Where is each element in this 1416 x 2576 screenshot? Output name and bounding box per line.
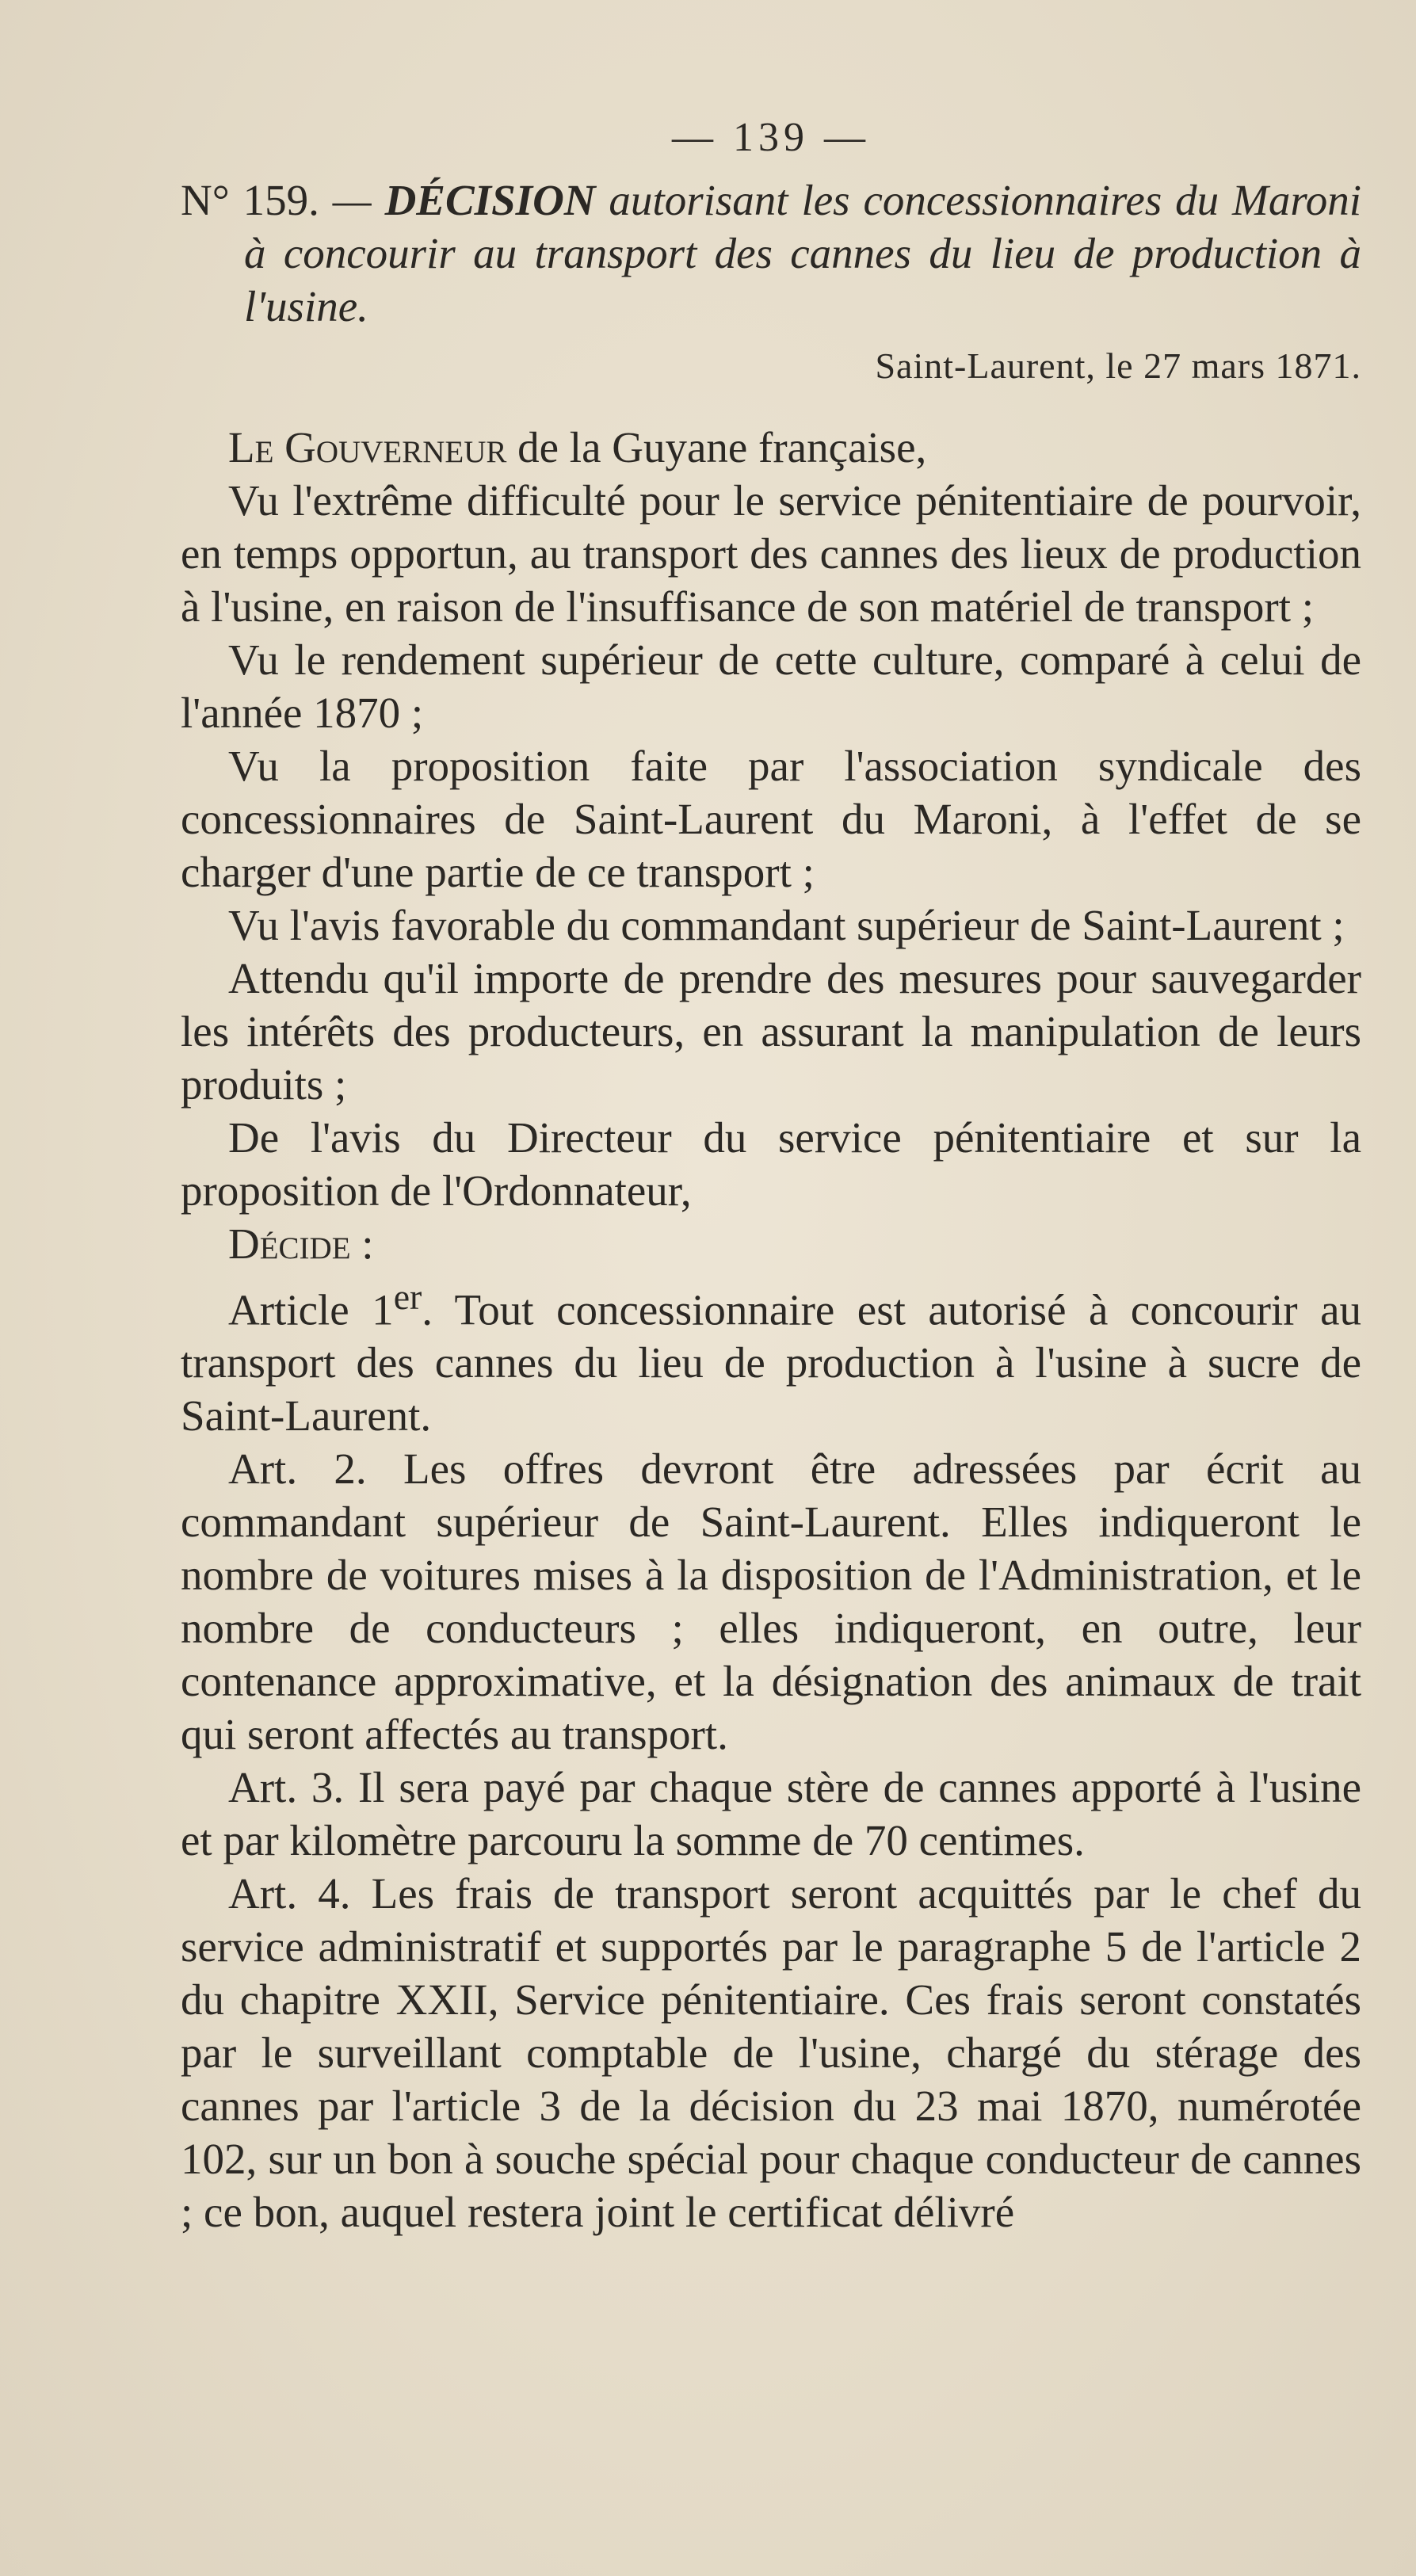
consideration-paragraph: De l'avis du Directeur du service pénitentiaire et sur la proposition de l'Ordonnateur, [181,1113,1361,1215]
consideration-paragraph: Vu l'extrême difficulté pour le service pénitentiaire de pourvoir, en temps opportun, au transport des cannes des lieux de production à l'usine, en raison de l'insuffisance de son matériel de transport ; [181,476,1361,631]
dateline: Saint-Laurent, le 27 mars 1871. [875,345,1361,386]
article-2: Art. 2. Les offres devront être adressées par écrit au commandant supérieur de Saint-Laurent. Elles indiqueront le nombre de voitures mises à la disposition de l'Administration, et le nombre de conducteurs ; elles indiqueront, en outre, leur contenance approximative, et la désignation des animaux de trait qui seront affectés au transport. [181,1444,1361,1759]
consideration-paragraph: Attendu qu'il importe de prendre des mesures pour sauvegarder les intérêts des producteurs, en assurant la manipulation de leurs produits ; [181,954,1361,1109]
decide-heading: Décide : [228,1219,374,1268]
article-1-superscript: er [393,1277,422,1317]
article-1-text: . Tout concessionnaire est autorisé à concourir au transport des cannes du lieu de production à l'usine à sucre de Saint-Laurent. [181,1285,1361,1441]
article-4: Art. 4. Les frais de transport seront acquittés par le chef du service administratif et supportés par le paragraphe 5 de l'article 2 du chapitre XXII, Service pénitentiaire. Ces frais seront constatés par le surveillant comptable de l'usine, chargé du stérage des cannes par l'article 3 de la décision du 23 mai 1870, numérotée 102, sur un bon à souche spécial pour chaque conducteur de cannes ; ce bon, auquel restera joint le certificat délivré [181,1869,1361,2237]
decision-title: autorisant les concessionnaires du Maroni à concourir au transport des cannes du lieu de production à l'usine. [244,176,1361,330]
heading-dash: — [319,176,385,224]
article-1-label: Article 1 [228,1285,394,1334]
decision-word: DÉCISION [384,176,596,224]
article-1 [181,1270,1361,1442]
text-column [181,111,1361,2238]
consideration-paragraph: Vu la proposition faite par l'association syndicale des concessionnaires de Saint-Laurent du Maroni, à l'effet de se charger d'une partie de ce transport ; [181,742,1361,896]
page-number: — 139 — [672,115,870,160]
consideration-paragraph: Vu le rendement supérieur de cette culture, comparé à celui de l'année 1870 ; [181,635,1361,737]
governor-rest: de la Guyane française, [506,423,927,471]
decision-number: N° 159. [181,176,319,224]
article-3: Art. 3. Il sera payé par chaque stère de cannes apporté à l'usine et par kilomètre parcouru la somme de 70 centimes. [181,1763,1361,1865]
governor-title: Le Gouverneur [228,423,507,471]
opening-line [181,421,1361,474]
consideration-paragraph: Vu l'avis favorable du commandant supérieur de Saint-Laurent ; [228,901,1345,949]
decision-heading [181,174,1361,333]
